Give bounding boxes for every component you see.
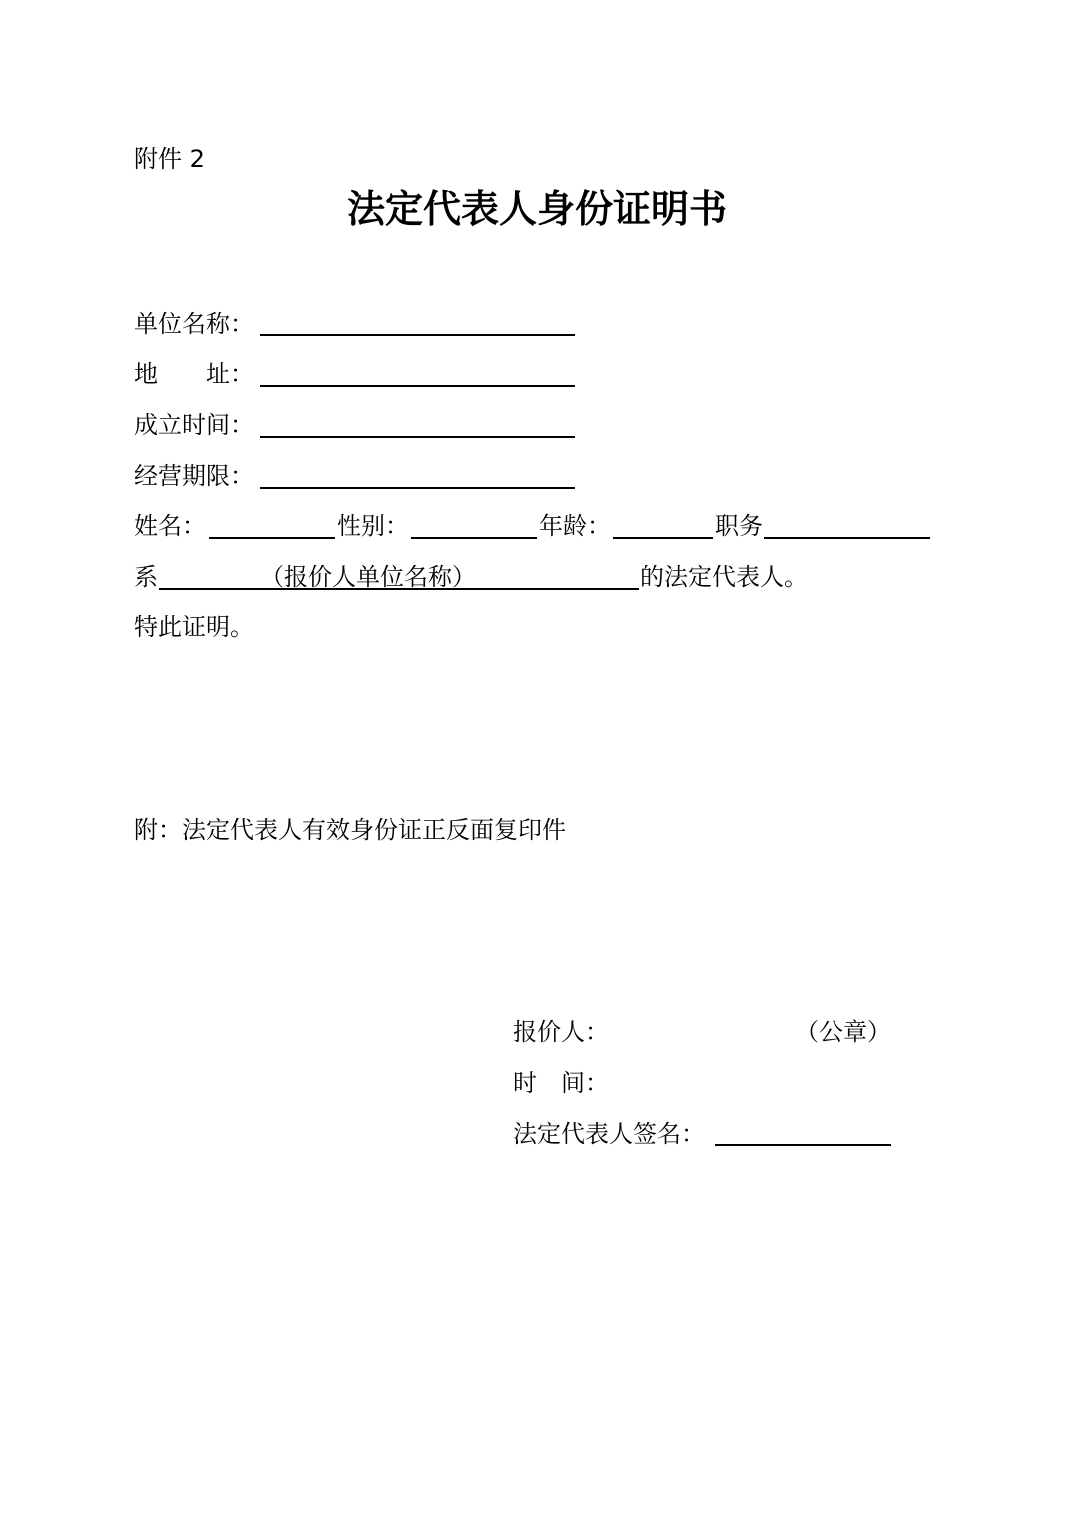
- unit-name-label: 单位名称：: [134, 310, 254, 338]
- certify-text: 特此证明。: [134, 613, 254, 641]
- attachment-label: 附件 2: [134, 145, 205, 173]
- gender-label: 性别：: [337, 512, 409, 540]
- name-field[interactable]: [209, 537, 335, 539]
- age-field[interactable]: [613, 537, 713, 539]
- name-label: 姓名：: [134, 512, 206, 540]
- position-field[interactable]: [764, 537, 930, 539]
- term-field[interactable]: [260, 487, 575, 489]
- time-label: 时 间：: [513, 1069, 609, 1097]
- term-label: 经营期限：: [134, 462, 254, 490]
- seal-label: （公章）: [795, 1018, 891, 1046]
- founded-label: 成立时间：: [134, 411, 254, 439]
- legal-rep-sign-label: 法定代表人签名：: [513, 1120, 705, 1148]
- position-label: 职务: [715, 512, 763, 540]
- address-field[interactable]: [260, 385, 575, 387]
- attachment-note: 附：法定代表人有效身份证正反面复印件: [134, 816, 566, 844]
- unit-name-field[interactable]: [260, 334, 575, 336]
- page-title: 法定代表人身份证明书: [346, 187, 727, 231]
- legal-rep-sign-field[interactable]: [715, 1144, 891, 1146]
- company-name-placeholder: （报价人单位名称）: [260, 563, 476, 591]
- founded-field[interactable]: [260, 436, 575, 438]
- relation-prefix: 系: [134, 563, 158, 591]
- relation-suffix: 的法定代表人。: [640, 563, 808, 591]
- age-label: 年龄：: [539, 512, 611, 540]
- bidder-label: 报价人：: [513, 1018, 609, 1046]
- address-label: 地 址：: [134, 360, 254, 388]
- gender-field[interactable]: [411, 537, 537, 539]
